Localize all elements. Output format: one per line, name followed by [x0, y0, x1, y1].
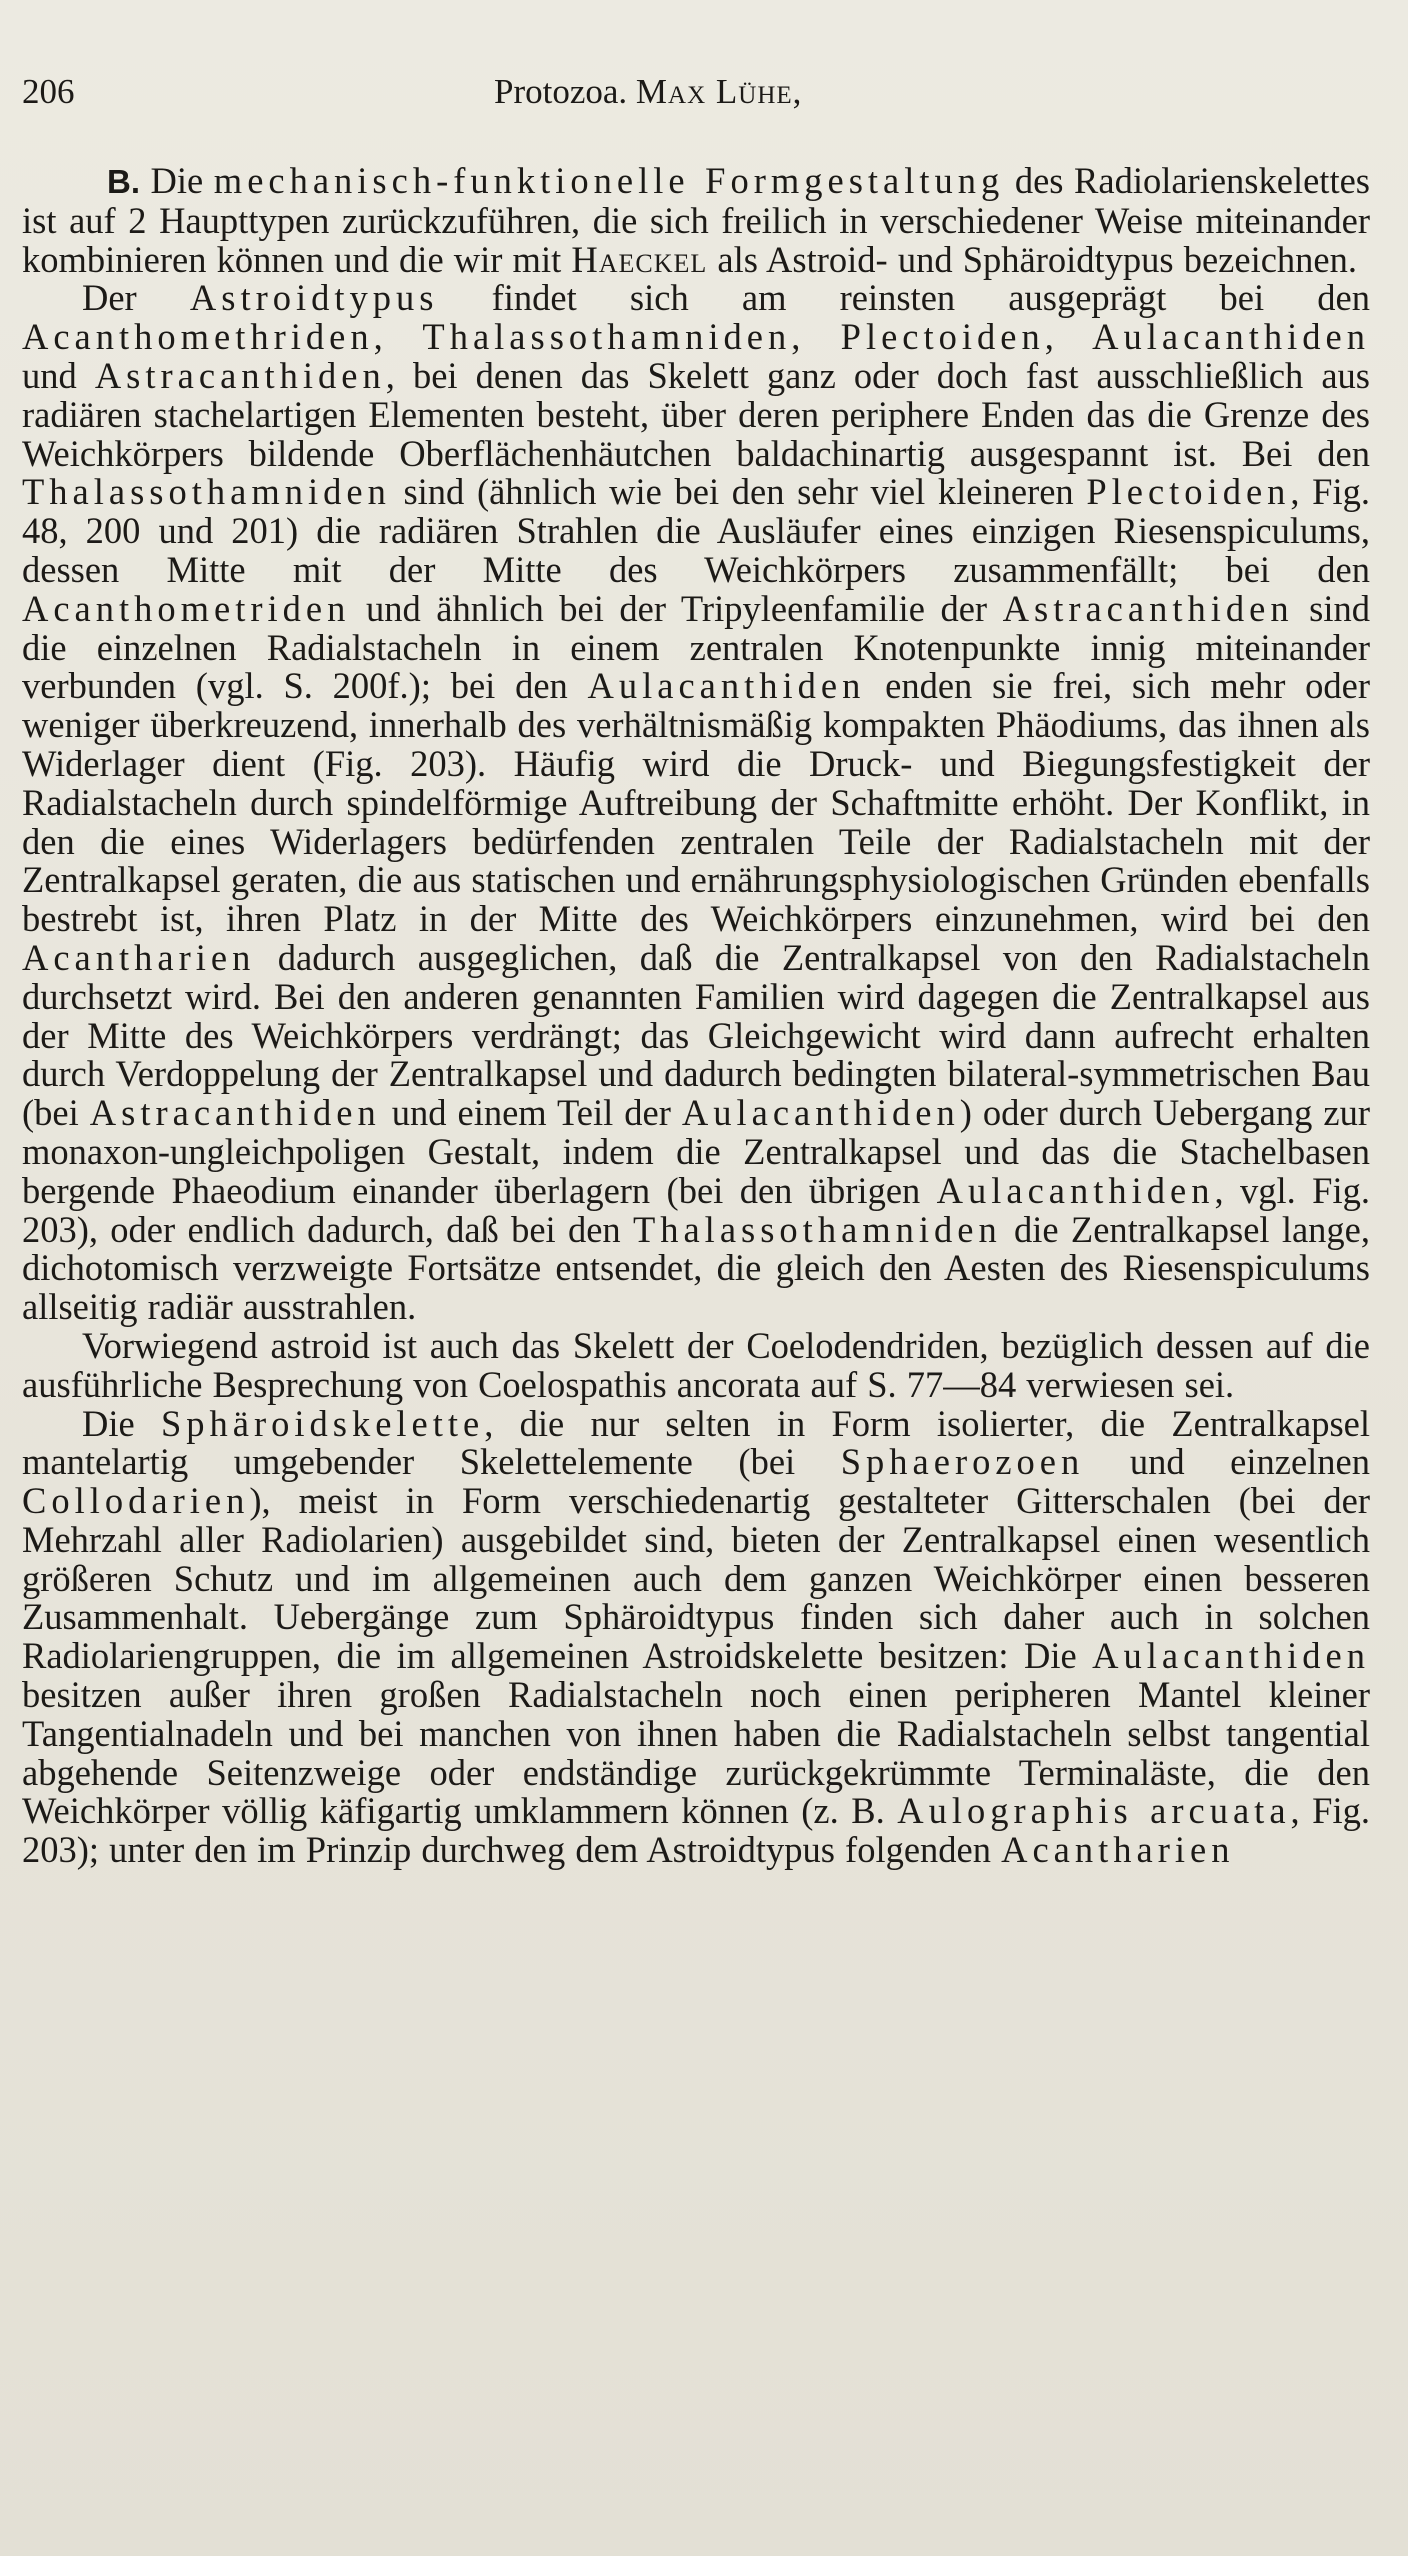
paragraph — [22, 1324, 1370, 1405]
spaced-term: Aulacanthiden — [681, 1092, 960, 1134]
spaced-term: Sphaerozoen — [840, 1441, 1085, 1483]
spaced-term: Astroidtypus — [189, 277, 439, 319]
text-run: des Radiolarienskelettes ist auf 2 Haupttypen zurückzuführen, die sich freilich in verschiedener Weise miteinander kombinieren können und die wir mit — [22, 160, 1370, 280]
text-run: besitzen außer ihren großen Radialstacheln noch einen peripheren Mantel kleiner Tangentialnadeln und bei manchen von ihnen haben die Radialstacheln selbst tangential abgehende Seitenzweige oder endständige zurückgekrümmte Terminaläste, die den Weichkörper völlig käfigartig umklammern können (z. B. — [22, 1674, 1370, 1832]
text-run: sind (ähnlich wie bei den sehr viel kleineren — [390, 471, 1087, 513]
spaced-term: Aulacanthiden — [587, 665, 866, 707]
text-run: und — [22, 354, 95, 396]
running-head-author: Max Lühe, — [635, 72, 803, 111]
spaced-term: Thalassothamniden — [22, 471, 391, 513]
text-run: und einzelnen — [1084, 1441, 1370, 1483]
text-run: , Fig. 203); unter den im Prinzip durchweg dem Astroidtypus folgenden — [22, 1790, 1370, 1871]
spaced-term: Plectoiden — [1086, 471, 1291, 513]
text-run: Die — [140, 160, 214, 201]
text-run: , Fig. 48, 200 und 201) die radiären Strahlen die Ausläufer eines einzigen Riesenspiculums, dessen Mitte mit der Mitte des Weichkörpers zusammenfällt; bei den — [22, 471, 1370, 590]
paragraph — [22, 279, 1370, 1327]
author-name: Haeckel — [571, 238, 708, 280]
spaced-term: Acantharien — [1001, 1829, 1235, 1871]
paragraph — [22, 162, 1370, 279]
running-head-title: Protozoa. — [494, 72, 636, 111]
text-run: Die — [82, 1402, 161, 1444]
spaced-term: Astracanthiden — [1002, 587, 1294, 629]
spaced-term: Collodarien — [22, 1480, 250, 1522]
paragraph — [22, 1402, 1370, 1871]
spaced-term: Astracanthiden — [89, 1092, 381, 1134]
text-run: und einem Teil der — [380, 1092, 682, 1134]
spaced-term: Acantharien — [22, 936, 256, 978]
text-run: dadurch ausgeglichen, daß die Zentralkapsel von den Radialstacheln durchsetzt wird. Bei den anderen genannten Familien wird dagegen die Zentralkapsel aus der Mitte des Weichkörpers verdrängt; das Gleichgewicht wird dann aufrecht erhalten durch Verdoppelung der Zentralkapsel und dadurch bedingten bilateral-symmetrischen Bau (bei — [22, 936, 1370, 1134]
page-number: 206 — [22, 72, 75, 111]
spaced-term: Aulacanthiden — [936, 1169, 1215, 1211]
text-run: findet sich am reinsten ausgeprägt bei den — [438, 277, 1370, 319]
text-run: ) oder durch Uebergang zur monaxon-ungleichpoligen Gestalt, indem die Zentralkapsel und das die Stachelbasen bergende Phaeodium einander überlagern (bei den übrigen — [22, 1092, 1370, 1211]
spaced-term: Aulographis arcuata — [897, 1790, 1291, 1832]
text-run: , die nur selten in Form isolierter, die Zentralkapsel mantelartig umgebender Skelettelemente (bei — [22, 1402, 1370, 1483]
spaced-term: mechanisch-funktionelle Formgestaltung — [213, 160, 1005, 201]
spaced-term: Astracanthiden — [94, 354, 386, 396]
text-run: enden sie frei, sich mehr oder weniger überkreuzend, innerhalb des verhältnismäßig kompakten Phäodiums, das ihnen als Widerlager dient (Fig. 203). Häufig wird die Druck- und Biegungsfestigkeit der Radialstacheln durch spindelförmige Auftreibung der Schaftmitte erhöht. Der Konflikt, in den die eines Widerlagers bedürfenden zentralen Teile der Radialstacheln mit der Zentralkapsel geraten, die aus statischen und ernährungsphysiologischen Gründen ebenfalls bestrebt ist, ihren Platz in der Mitte des Weichkörpers einzunehmen, wird bei den — [22, 665, 1370, 940]
text-run: Vorwiegend astroid ist auch das Skelett der Coelodendriden, bezüglich dessen auf die ausführliche Besprechung von Coelospathis ancorata auf S. 77—84 verwiesen sei. — [22, 1324, 1370, 1405]
spaced-term: Acanthomethriden, Thalassothamniden, Plectoiden, Aulacanthiden — [22, 316, 1370, 358]
body-text — [22, 162, 1370, 1870]
section-label: B. — [107, 163, 140, 200]
spaced-term: Sphäroidskelette — [160, 1402, 485, 1444]
spaced-term: Acanthometriden — [22, 587, 351, 629]
text-run: die Zentralkapsel lange, dichotomisch verzweigte Fortsätze entsendet, die gleich den Aesten des Riesenspiculums allseitig radiär ausstrahlen. — [22, 1208, 1370, 1328]
text-run: und ähnlich bei der Tripyleenfamilie der — [350, 587, 1003, 629]
running-head — [494, 72, 802, 112]
text-run: , vgl. Fig. 203), oder endlich dadurch, daß bei den — [22, 1169, 1370, 1250]
text-run: Der — [82, 277, 190, 319]
text-run: sind die einzelnen Radialstacheln in einem zentralen Knotenpunkte innig miteinander verbunden (vgl. S. 200f.); bei den — [22, 587, 1370, 707]
text-run: , bei denen das Skelett ganz oder doch fast ausschließlich aus radiären stachelartigen Elementen besteht, über deren periphere Enden das die Grenze des Weichkörpers bildende Oberflächenhäutchen baldachinartig ausgespannt ist. Bei den — [22, 354, 1371, 474]
text-run: als Astroid- und Sphäroidtypus bezeichnen. — [707, 238, 1357, 280]
text-run: ), meist in Form verschiedenartig gestalteter Gitterschalen (bei der Mehrzahl aller Radiolarien) ausgebildet sind, bieten der Zentralkapsel einen wesentlich größeren Schutz und im allgemeinen auch dem ganzen Weichkörper einen besseren Zusammenhalt. Uebergänge zum Sphäroidtypus finden sich daher auch in solchen Radiolariengruppen, die im allgemeinen Astroidskelette besitzen: Die — [22, 1480, 1370, 1677]
spaced-term: Aulacanthiden — [1092, 1635, 1370, 1677]
spaced-term: Thalassothamniden — [632, 1208, 1002, 1250]
page-header — [22, 72, 1386, 122]
